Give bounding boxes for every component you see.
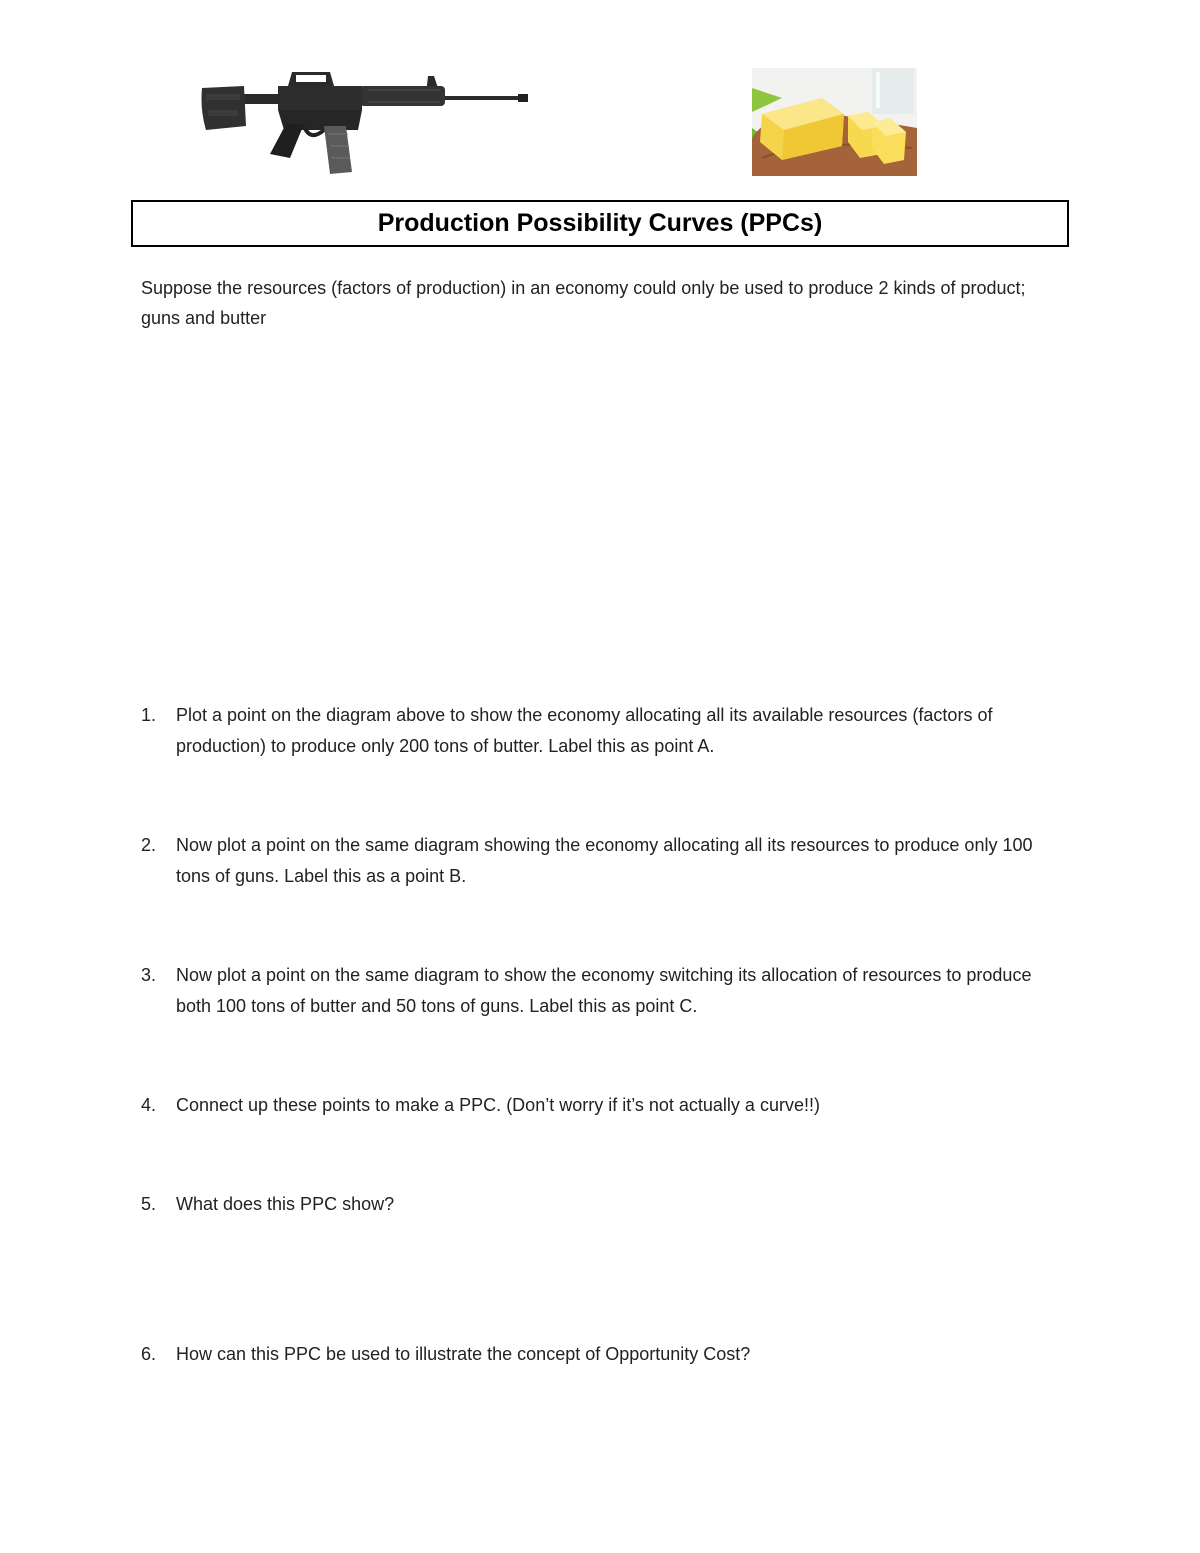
question-1 xyxy=(141,700,1061,762)
question-4 xyxy=(141,1090,1061,1121)
question-text: Connect up these points to make a PPC. (Don’t worry if it’s not actually a curve!!) xyxy=(176,1095,820,1115)
question-number: 2. xyxy=(141,835,157,855)
question-6 xyxy=(141,1339,1061,1370)
title-box xyxy=(131,200,1069,247)
question-3 xyxy=(141,960,1061,1022)
intro-paragraph: Suppose the resources (factors of production) in an economy could only be used to produce 2 kinds of product; guns and butter xyxy=(141,278,1026,328)
butter-image xyxy=(752,68,917,176)
question-number: 1. xyxy=(141,705,157,725)
question-2 xyxy=(141,830,1061,892)
question-number: 4. xyxy=(141,1095,157,1115)
question-number: 3. xyxy=(141,965,157,985)
question-number: 5. xyxy=(141,1194,157,1214)
question-number: 6. xyxy=(141,1344,157,1364)
question-text: Now plot a point on the same diagram to show the economy switching its allocation of resources to produce both 100 tons of butter and 50 tons of guns. Label this as point C. xyxy=(176,965,1032,1016)
question-text: Now plot a point on the same diagram showing the economy allocating all its resources to produce only 100 tons of guns. Label this as a point B. xyxy=(176,835,1033,886)
rifle-image xyxy=(200,68,530,176)
question-text: Plot a point on the diagram above to show the economy allocating all its available resources (factors of production) to produce only 200 tons of butter. Label this as point A. xyxy=(176,705,993,756)
page-title: Production Possibility Curves (PPCs) xyxy=(377,209,823,237)
question-5 xyxy=(141,1189,1061,1220)
question-text: How can this PPC be used to illustrate the concept of Opportunity Cost? xyxy=(176,1344,751,1364)
question-text: What does this PPC show? xyxy=(176,1194,395,1214)
